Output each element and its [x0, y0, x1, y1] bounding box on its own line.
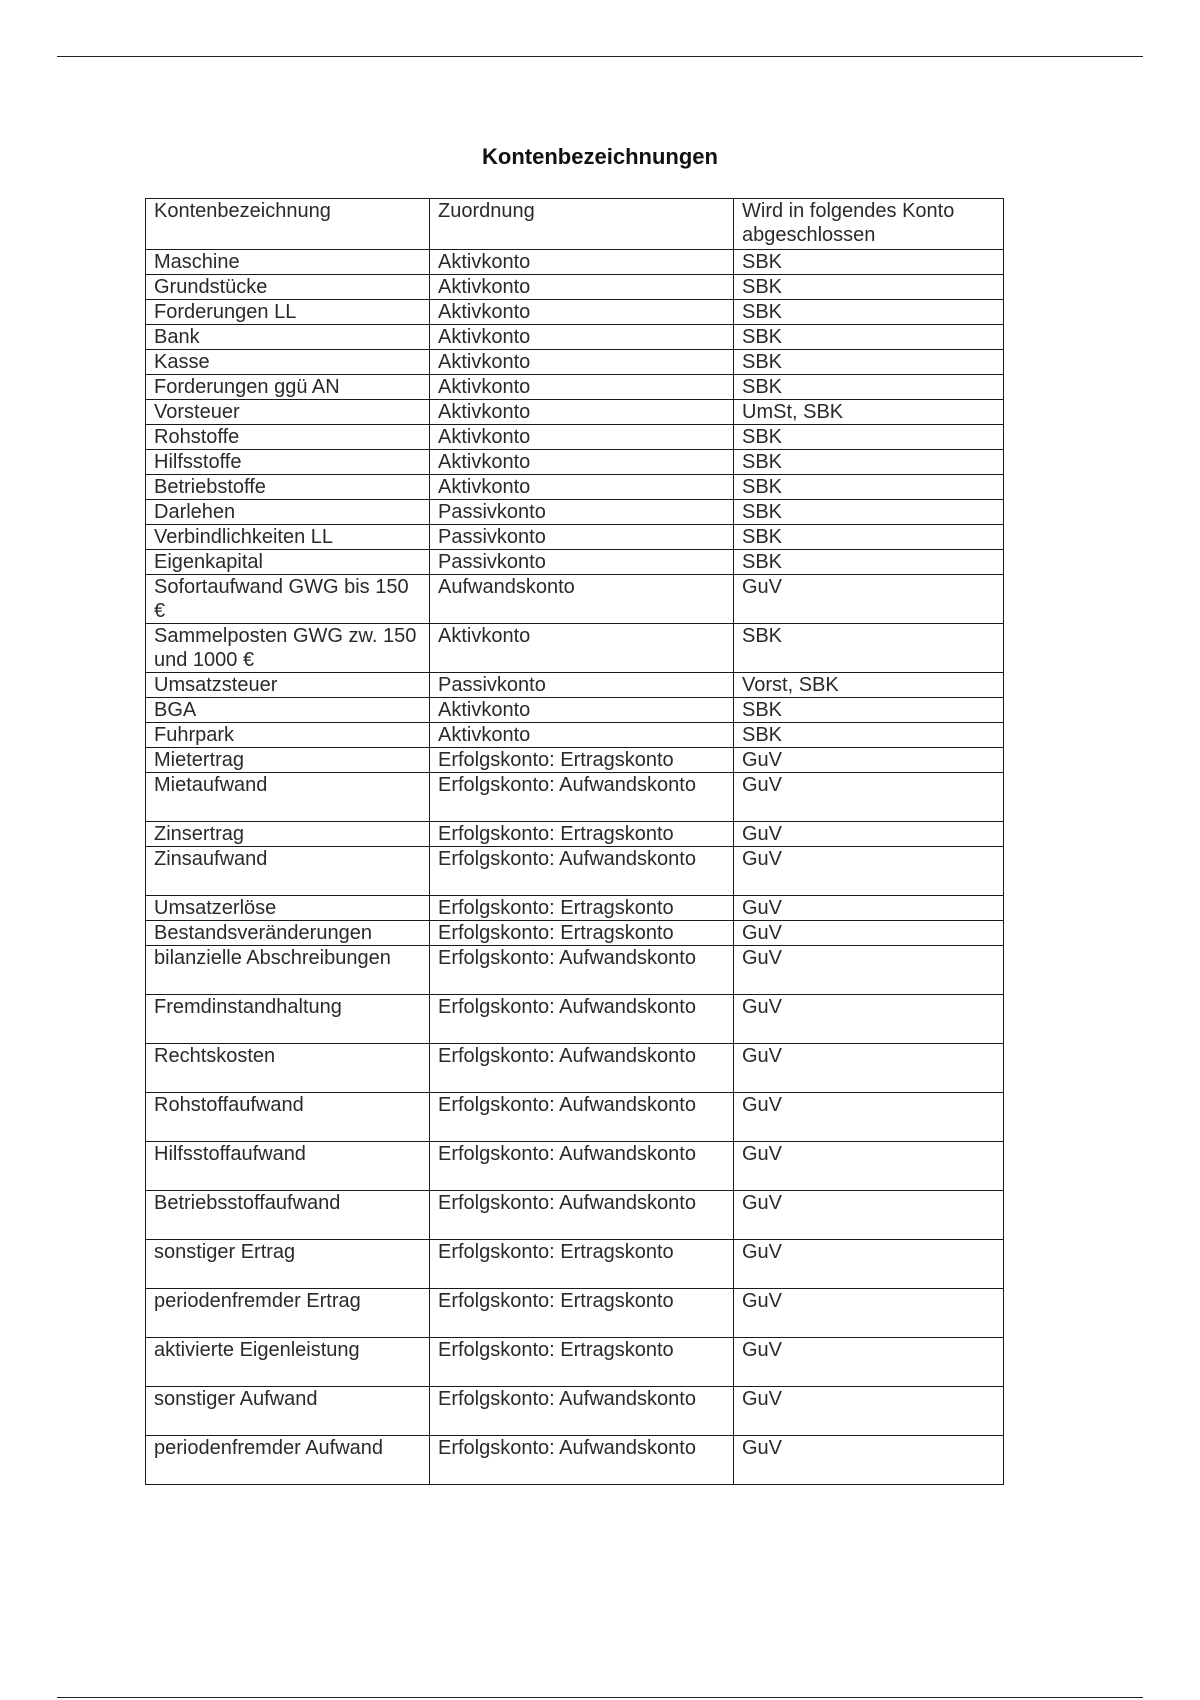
cell-zuordnung: Erfolgskonto: Aufwandskonto [430, 1044, 734, 1093]
cell-kontenbezeichnung: Darlehen [146, 500, 430, 525]
cell-abschlusskonto: GuV [734, 748, 1004, 773]
cell-zuordnung: Aktivkonto [430, 250, 734, 275]
page-title: Kontenbezeichnungen [482, 144, 718, 169]
cell-kontenbezeichnung: Eigenkapital [146, 550, 430, 575]
cell-zuordnung: Erfolgskonto: Aufwandskonto [430, 1387, 734, 1436]
cell-abschlusskonto: GuV [734, 1044, 1004, 1093]
cell-abschlusskonto: SBK [734, 325, 1004, 350]
cell-abschlusskonto: SBK [734, 500, 1004, 525]
cell-zuordnung: Aktivkonto [430, 624, 734, 673]
cell-kontenbezeichnung: Zinsaufwand [146, 847, 430, 896]
cell-kontenbezeichnung: Forderungen ggü AN [146, 375, 430, 400]
cell-abschlusskonto: SBK [734, 450, 1004, 475]
cell-abschlusskonto: UmSt, SBK [734, 400, 1004, 425]
table-row [146, 847, 1004, 896]
cell-abschlusskonto: SBK [734, 475, 1004, 500]
cell-abschlusskonto: GuV [734, 995, 1004, 1044]
cell-kontenbezeichnung: Maschine [146, 250, 430, 275]
cell-zuordnung: Passivkonto [430, 673, 734, 698]
cell-kontenbezeichnung: Sammelposten GWG zw. 150 und 1000 € [146, 624, 430, 673]
table-row [146, 1338, 1004, 1387]
table-row [146, 325, 1004, 350]
table-row [146, 400, 1004, 425]
table-header-row [146, 199, 1004, 250]
cell-kontenbezeichnung: Betriebsstoffaufwand [146, 1191, 430, 1240]
table-row [146, 748, 1004, 773]
table-row [146, 946, 1004, 995]
cell-zuordnung: Passivkonto [430, 525, 734, 550]
cell-abschlusskonto: SBK [734, 698, 1004, 723]
cell-zuordnung: Erfolgskonto: Aufwandskonto [430, 847, 734, 896]
bottom-rule [57, 1697, 1143, 1698]
table-row [146, 525, 1004, 550]
cell-kontenbezeichnung: sonstiger Ertrag [146, 1240, 430, 1289]
header-zuordnung: Zuordnung [430, 199, 734, 250]
table-row [146, 698, 1004, 723]
table-row [146, 1387, 1004, 1436]
cell-kontenbezeichnung: Hilfsstoffaufwand [146, 1142, 430, 1191]
cell-zuordnung: Passivkonto [430, 500, 734, 525]
cell-zuordnung: Erfolgskonto: Ertragskonto [430, 1240, 734, 1289]
cell-abschlusskonto: SBK [734, 275, 1004, 300]
cell-kontenbezeichnung: periodenfremder Aufwand [146, 1436, 430, 1485]
cell-kontenbezeichnung: Zinsertrag [146, 822, 430, 847]
cell-abschlusskonto: SBK [734, 525, 1004, 550]
table-row [146, 995, 1004, 1044]
accounts-table [145, 198, 1004, 1485]
cell-kontenbezeichnung: Umsatzerlöse [146, 896, 430, 921]
cell-abschlusskonto: GuV [734, 822, 1004, 847]
cell-kontenbezeichnung: Bestandsveränderungen [146, 921, 430, 946]
cell-zuordnung: Aktivkonto [430, 475, 734, 500]
cell-abschlusskonto: GuV [734, 1142, 1004, 1191]
cell-zuordnung: Aufwandskonto [430, 575, 734, 624]
cell-zuordnung: Erfolgskonto: Ertragskonto [430, 921, 734, 946]
cell-abschlusskonto: GuV [734, 1387, 1004, 1436]
cell-kontenbezeichnung: Grundstücke [146, 275, 430, 300]
cell-abschlusskonto: GuV [734, 847, 1004, 896]
cell-abschlusskonto: GuV [734, 1436, 1004, 1485]
cell-kontenbezeichnung: Mietertrag [146, 748, 430, 773]
cell-kontenbezeichnung: Rohstoffaufwand [146, 1093, 430, 1142]
table-row [146, 250, 1004, 275]
table-row [146, 475, 1004, 500]
cell-abschlusskonto: GuV [734, 1338, 1004, 1387]
cell-kontenbezeichnung: Fremdinstandhaltung [146, 995, 430, 1044]
cell-zuordnung: Aktivkonto [430, 723, 734, 748]
cell-kontenbezeichnung: sonstiger Aufwand [146, 1387, 430, 1436]
cell-kontenbezeichnung: Mietaufwand [146, 773, 430, 822]
table-row [146, 1044, 1004, 1093]
cell-abschlusskonto: GuV [734, 1289, 1004, 1338]
cell-abschlusskonto: GuV [734, 921, 1004, 946]
cell-abschlusskonto: GuV [734, 1093, 1004, 1142]
cell-abschlusskonto: GuV [734, 1240, 1004, 1289]
table-row [146, 375, 1004, 400]
cell-kontenbezeichnung: Rohstoffe [146, 425, 430, 450]
table-row [146, 822, 1004, 847]
cell-abschlusskonto: GuV [734, 773, 1004, 822]
cell-abschlusskonto: SBK [734, 723, 1004, 748]
table-row [146, 1436, 1004, 1485]
cell-kontenbezeichnung: periodenfremder Ertrag [146, 1289, 430, 1338]
cell-zuordnung: Erfolgskonto: Ertragskonto [430, 822, 734, 847]
cell-zuordnung: Aktivkonto [430, 450, 734, 475]
cell-zuordnung: Aktivkonto [430, 425, 734, 450]
cell-abschlusskonto: SBK [734, 624, 1004, 673]
table-row [146, 921, 1004, 946]
cell-abschlusskonto: SBK [734, 425, 1004, 450]
table-row [146, 500, 1004, 525]
header-kontenbezeichnung: Kontenbezeichnung [146, 199, 430, 250]
cell-kontenbezeichnung: Kasse [146, 350, 430, 375]
cell-kontenbezeichnung: Hilfsstoffe [146, 450, 430, 475]
cell-kontenbezeichnung: Forderungen LL [146, 300, 430, 325]
cell-kontenbezeichnung: bilanzielle Abschreibungen [146, 946, 430, 995]
table-row [146, 575, 1004, 624]
cell-kontenbezeichnung: Betriebstoffe [146, 475, 430, 500]
cell-abschlusskonto: GuV [734, 896, 1004, 921]
table-row [146, 450, 1004, 475]
cell-abschlusskonto: GuV [734, 575, 1004, 624]
cell-zuordnung: Aktivkonto [430, 350, 734, 375]
cell-zuordnung: Aktivkonto [430, 400, 734, 425]
cell-abschlusskonto: SBK [734, 550, 1004, 575]
table-row [146, 673, 1004, 698]
table-row [146, 1093, 1004, 1142]
cell-kontenbezeichnung: Fuhrpark [146, 723, 430, 748]
cell-zuordnung: Aktivkonto [430, 325, 734, 350]
cell-zuordnung: Erfolgskonto: Aufwandskonto [430, 946, 734, 995]
cell-kontenbezeichnung: Umsatzsteuer [146, 673, 430, 698]
cell-kontenbezeichnung: Verbindlichkeiten LL [146, 525, 430, 550]
header-abschlusskonto: Wird in folgendes Konto abgeschlossen [734, 199, 1004, 250]
cell-zuordnung: Aktivkonto [430, 375, 734, 400]
table-row [146, 1191, 1004, 1240]
table-row [146, 723, 1004, 748]
table-row [146, 896, 1004, 921]
cell-zuordnung: Erfolgskonto: Aufwandskonto [430, 1191, 734, 1240]
cell-zuordnung: Erfolgskonto: Aufwandskonto [430, 1142, 734, 1191]
cell-kontenbezeichnung: Vorsteuer [146, 400, 430, 425]
table-row [146, 773, 1004, 822]
table-row [146, 275, 1004, 300]
top-rule [57, 56, 1143, 57]
cell-abschlusskonto: SBK [734, 350, 1004, 375]
cell-zuordnung: Erfolgskonto: Aufwandskonto [430, 1093, 734, 1142]
cell-abschlusskonto: SBK [734, 300, 1004, 325]
cell-abschlusskonto: SBK [734, 375, 1004, 400]
cell-zuordnung: Erfolgskonto: Ertragskonto [430, 748, 734, 773]
cell-zuordnung: Passivkonto [430, 550, 734, 575]
cell-zuordnung: Erfolgskonto: Aufwandskonto [430, 773, 734, 822]
table-row [146, 1289, 1004, 1338]
cell-kontenbezeichnung: Sofortaufwand GWG bis 150 € [146, 575, 430, 624]
cell-zuordnung: Aktivkonto [430, 300, 734, 325]
cell-abschlusskonto: GuV [734, 946, 1004, 995]
cell-kontenbezeichnung: BGA [146, 698, 430, 723]
cell-abschlusskonto: GuV [734, 1191, 1004, 1240]
cell-zuordnung: Erfolgskonto: Ertragskonto [430, 1338, 734, 1387]
cell-kontenbezeichnung: Bank [146, 325, 430, 350]
cell-zuordnung: Aktivkonto [430, 275, 734, 300]
cell-kontenbezeichnung: Rechtskosten [146, 1044, 430, 1093]
table-row [146, 425, 1004, 450]
cell-kontenbezeichnung: aktivierte Eigenleistung [146, 1338, 430, 1387]
cell-zuordnung: Erfolgskonto: Aufwandskonto [430, 995, 734, 1044]
table-row [146, 624, 1004, 673]
table-row [146, 550, 1004, 575]
cell-abschlusskonto: SBK [734, 250, 1004, 275]
cell-zuordnung: Erfolgskonto: Ertragskonto [430, 1289, 734, 1338]
cell-zuordnung: Erfolgskonto: Aufwandskonto [430, 1436, 734, 1485]
table-row [146, 350, 1004, 375]
cell-abschlusskonto: Vorst, SBK [734, 673, 1004, 698]
cell-zuordnung: Erfolgskonto: Ertragskonto [430, 896, 734, 921]
table-row [146, 300, 1004, 325]
table-row [146, 1240, 1004, 1289]
table-row [146, 1142, 1004, 1191]
cell-zuordnung: Aktivkonto [430, 698, 734, 723]
